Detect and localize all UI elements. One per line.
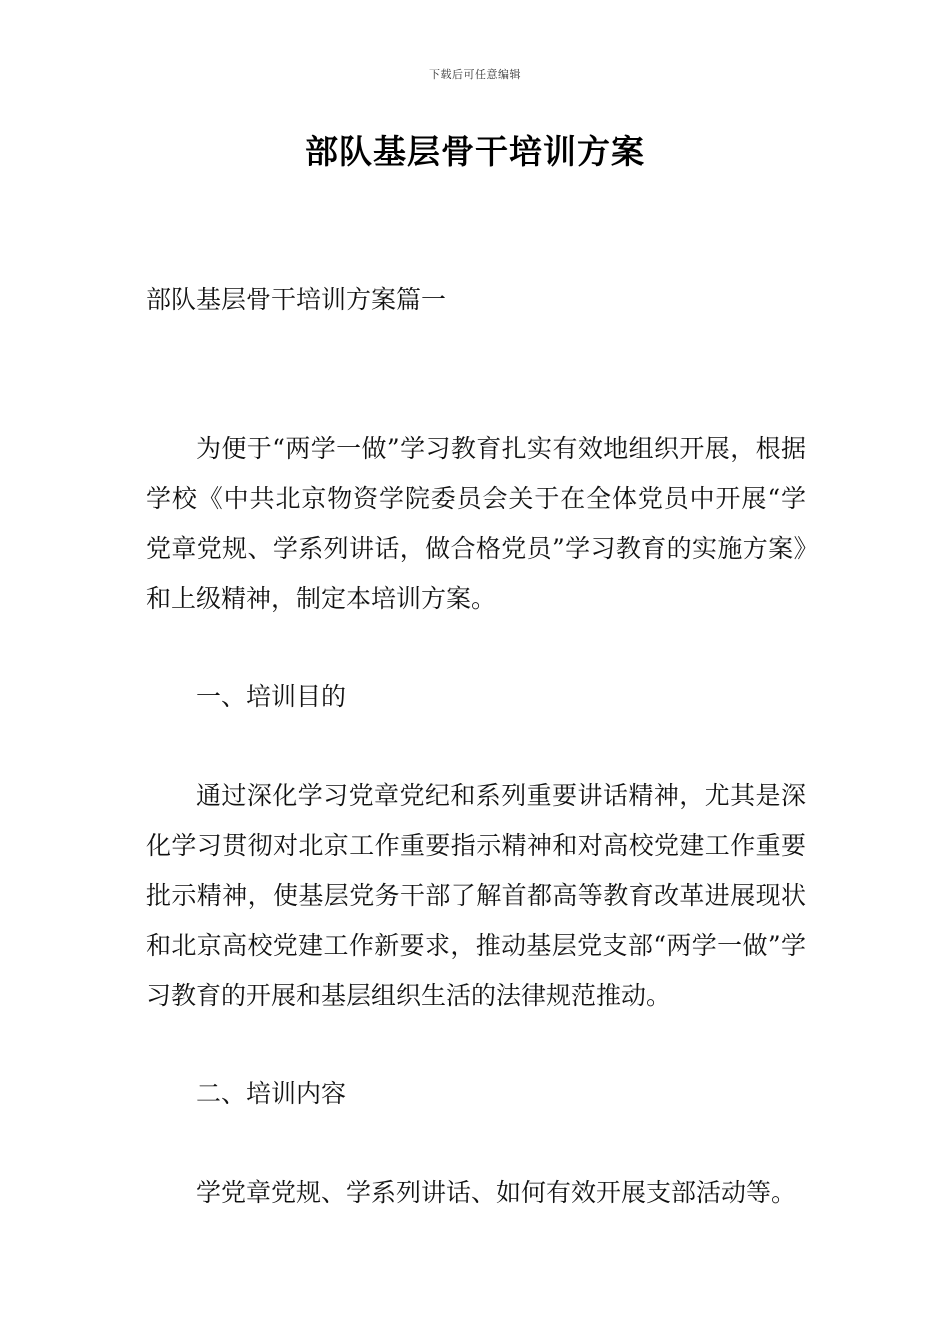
section-1-heading: 一、培训目的 [196, 682, 347, 711]
header-note: 下载后可任意编辑 [429, 68, 521, 81]
subtitle-text: 部队基层骨干培训方案篇一 [146, 285, 447, 314]
section-2-body: 学党章党规、学系列讲话、如何有效开展支部活动等。 [196, 1178, 797, 1207]
intro-paragraph-block [146, 424, 806, 624]
section-1-body: 通过深化学习党章党纪和系列重要讲话精神，尤其是深化学习贯彻对北京工作重要指示精神和对高校党建工作重要批示精神，使基层党务干部了解首都高等教育改革进展现状和北京高校党建工作新要求，推动基层党支部“两学一做”学习教育的开展和基层组织生活的法律规范推动。 [146, 781, 806, 1010]
section-1-heading-block [146, 672, 806, 722]
section-2-heading: 二、培训内容 [196, 1079, 347, 1108]
section-1-body-block [146, 771, 806, 1021]
article-subtitle [146, 275, 806, 325]
section-2-heading-block [146, 1069, 806, 1119]
document-title: 部队基层骨干培训方案 [305, 132, 645, 171]
section-2-body-block [146, 1168, 806, 1218]
intro-paragraph: 为便于“两学一做”学习教育扎实有效地组织开展，根据学校《中共北京物资学院委员会关于在全体党员中开展“学党章党规、学系列讲话，做合格党员”学习教育的实施方案》和上级精神，制定本培训方案。 [146, 434, 806, 613]
